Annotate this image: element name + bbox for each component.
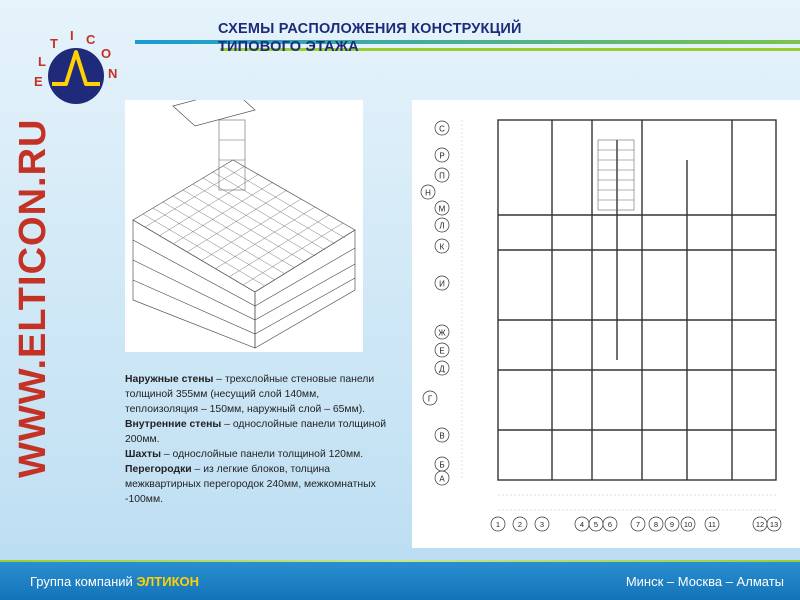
elticon-logo — [26, 26, 126, 112]
stair-shaft — [598, 140, 634, 210]
row-axis-label: Р — [439, 151, 445, 161]
row-axis-label: Е — [439, 346, 445, 356]
row-axis-label: Б — [439, 460, 445, 470]
column-axis-11 — [705, 517, 719, 531]
grid-dim-lines — [462, 120, 776, 510]
iso-side-face — [255, 230, 355, 348]
column-axis-10 — [681, 517, 695, 531]
column-axis-label: 10 — [683, 520, 693, 529]
floor-plan-drawing — [412, 100, 800, 548]
column-axis-label: 4 — [579, 520, 585, 529]
row-axis-3 — [435, 168, 449, 182]
column-axis-markers — [491, 517, 781, 531]
logo-letter-n: N — [108, 66, 118, 81]
column-axis-label: 6 — [607, 520, 613, 529]
column-axis-12 — [753, 517, 767, 531]
iso-wall-grid — [143, 166, 345, 286]
row-axis-label: Ж — [438, 328, 446, 338]
row-axis-label: Д — [439, 364, 445, 374]
logo-letter-c: C — [86, 32, 96, 47]
column-axis-label: 13 — [769, 520, 779, 529]
partitions-desc — [125, 462, 395, 507]
column-axis-6 — [603, 517, 617, 531]
column-axis-label: 5 — [593, 520, 599, 529]
logo-letter-t: T — [50, 36, 58, 51]
outer-walls-text: – трехслойные стеновые панели толщиной 355мм (несущий слой 140мм, теплоизоляция – 150мм, наружный слой – 65мм). — [125, 374, 375, 415]
column-axis-label: 2 — [517, 520, 523, 529]
row-axis-11 — [435, 361, 449, 375]
row-axis-label: В — [439, 431, 445, 441]
row-axis-label: С — [439, 124, 445, 134]
row-axis-8 — [435, 276, 449, 290]
shafts-title: Шахты — [125, 449, 161, 460]
column-axis-label: 9 — [669, 520, 675, 529]
logo-letter-l: L — [38, 54, 46, 69]
plan-walls — [498, 120, 776, 480]
row-axis-label: М — [438, 204, 446, 214]
row-axis-9 — [435, 325, 449, 339]
row-axis-4 — [421, 185, 435, 199]
column-axis-label: 8 — [653, 520, 659, 529]
row-axis-1 — [435, 121, 449, 135]
column-axis-2 — [513, 517, 527, 531]
row-axis-label: И — [439, 279, 445, 289]
floor-plan — [412, 100, 800, 548]
row-axis-markers — [421, 121, 449, 485]
column-axis-9 — [665, 517, 679, 531]
outer-walls-title: Наружные стены — [125, 374, 214, 385]
row-axis-14 — [435, 457, 449, 471]
row-axis-label: Л — [439, 221, 445, 231]
column-axis-5 — [589, 517, 603, 531]
column-axis-4 — [575, 517, 589, 531]
partitions-text: – из легкие блоков, толцина межквартирных перегородок 240мм, межкомнатных -100мм. — [125, 464, 376, 505]
logo-letter-o: O — [101, 46, 112, 61]
row-axis-2 — [435, 148, 449, 162]
footer-cities: Минск – Москва – Алматы — [625, 574, 784, 589]
footer-brand: ЭЛТИКОН — [136, 574, 200, 589]
row-axis-label: П — [439, 171, 445, 181]
column-axis-label: 12 — [755, 520, 765, 529]
logo-letter-i: I — [70, 28, 74, 43]
row-axis-15 — [435, 471, 449, 485]
construction-description — [125, 372, 395, 507]
isometric-drawing — [125, 100, 363, 352]
shafts-desc — [125, 447, 395, 462]
row-axis-label: Г — [427, 394, 433, 404]
shafts-text: – однослойные панели толщиной 120мм. — [160, 449, 364, 460]
row-axis-label: Н — [425, 188, 431, 198]
row-axis-13 — [435, 428, 449, 442]
column-axis-label: 1 — [495, 520, 501, 529]
column-axis-7 — [631, 517, 645, 531]
column-axis-8 — [649, 517, 663, 531]
logo-letter-e: E — [34, 74, 43, 89]
column-axis-label: 7 — [635, 520, 641, 529]
footer-group-prefix: Группа компаний — [30, 574, 137, 589]
column-axis-3 — [535, 517, 549, 531]
row-axis-label: К — [439, 242, 445, 252]
column-axis-label: 3 — [539, 520, 545, 529]
page-title — [218, 20, 522, 56]
row-axis-5 — [435, 201, 449, 215]
inner-walls-desc — [125, 417, 395, 447]
footer-company — [30, 574, 199, 589]
inner-walls-text: – однослойные панели толщиной 200мм. — [125, 419, 387, 445]
inner-walls-title: Внутренние стены — [125, 419, 222, 430]
column-axis-1 — [491, 517, 505, 531]
iso-shaft-top — [173, 100, 255, 126]
iso-front-face — [133, 220, 255, 348]
title-line-2: ТИПОВОГО ЭТАЖА — [218, 39, 359, 55]
isometric-view — [125, 100, 363, 352]
iso-floor-lines — [133, 240, 355, 334]
row-axis-10 — [435, 343, 449, 357]
row-axis-12 — [423, 391, 437, 405]
title-line-1: СХЕМЫ РАСПОЛОЖЕНИЯ КОНСТРУКЦИЙ — [218, 21, 522, 37]
row-axis-6 — [435, 218, 449, 232]
outer-walls-desc — [125, 372, 395, 417]
site-url[interactable]: WWW.ELTICON.RU — [12, 118, 54, 478]
column-axis-13 — [767, 517, 781, 531]
column-axis-label: 11 — [708, 520, 716, 529]
row-axis-label: А — [439, 474, 445, 484]
partitions-title: Перегородки — [125, 464, 192, 475]
row-axis-7 — [435, 239, 449, 253]
